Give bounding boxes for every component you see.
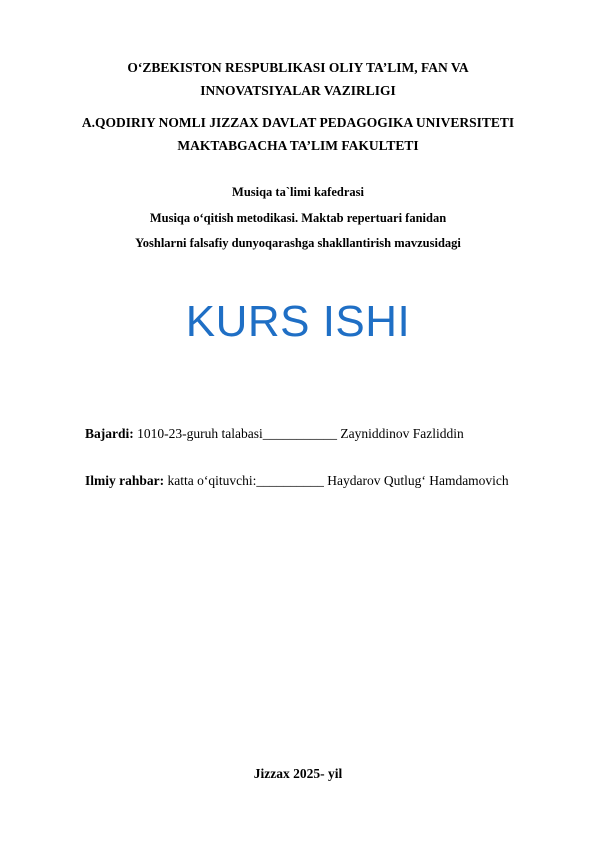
ministry-line-1: O‘ZBEKISTON RESPUBLIKASI OLIY TA’LIM, FAN VA <box>127 60 469 75</box>
topic-line: Yoshlarni falsafiy dunyoqarashga shakllantirish mavzusidagi <box>135 236 461 250</box>
document-title: KURS ISHI <box>185 297 411 346</box>
university-name: A.QODIRIY NOMLI JIZZAX DAVLAT PEDAGOGIKA UNIVERSITETI <box>81 115 515 130</box>
performer-line <box>85 426 464 442</box>
supervisor-value: katta o‘qituvchi:__________ Haydarov Qutlug‘ Hamdamovich <box>164 473 509 488</box>
faculty-name: MAKTABGACHA TA’LIM FAKULTETI <box>177 138 419 153</box>
supervisor-line <box>85 473 509 489</box>
footer-city-year: Jizzax 2025- yil <box>253 766 343 781</box>
supervisor-label: Ilmiy rahbar: <box>85 473 165 488</box>
subject-line: Musiqa o‘qitish metodikasi. Maktab repertuari fanidan <box>149 211 447 225</box>
ministry-line-2: INNOVATSIYALAR VAZIRLIGI <box>200 83 396 98</box>
performer-value: 1010-23-guruh talabasi___________ Zayniddinov Fazliddin <box>133 426 464 441</box>
department-name: Musiqa ta`limi kafedrasi <box>232 185 364 199</box>
performer-label: Bajardi: <box>85 426 134 441</box>
